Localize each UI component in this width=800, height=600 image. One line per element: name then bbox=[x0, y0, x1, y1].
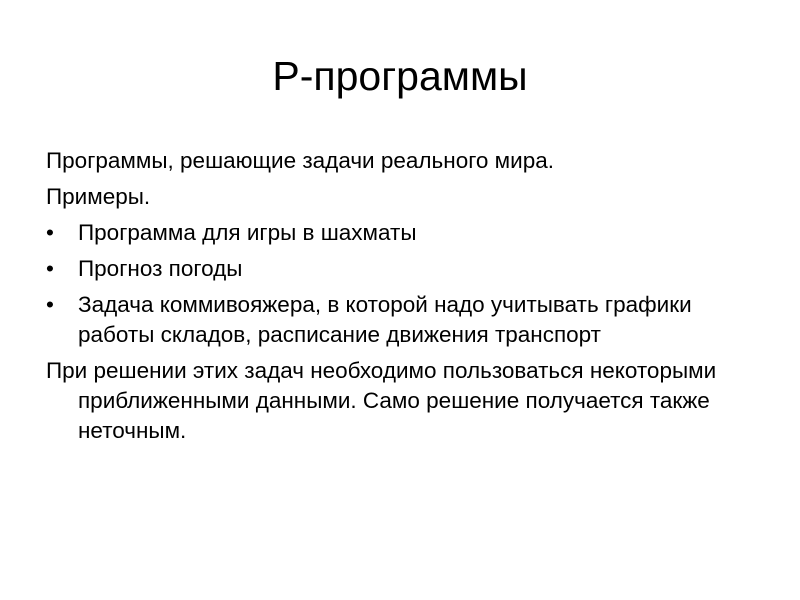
paragraph-examples: Примеры. bbox=[46, 184, 151, 209]
paragraph-intro: Программы, решающие задачи реального мира. bbox=[46, 148, 554, 173]
list-item-text: Задача коммивояжера, в которой надо учитывать графики работы складов, расписание движения транспорт bbox=[78, 292, 692, 347]
bullet-icon: • bbox=[46, 220, 54, 245]
list-item bbox=[46, 290, 766, 350]
bullet-icon: • bbox=[46, 292, 54, 317]
list-item-text: Программа для игры в шахматы bbox=[78, 220, 417, 245]
list-item-text: Прогноз погоды bbox=[78, 256, 243, 281]
bullet-icon: • bbox=[46, 256, 54, 281]
slide-body bbox=[46, 146, 766, 452]
list-item bbox=[46, 218, 766, 248]
paragraph-conclusion: При решении этих задач необходимо пользоваться некоторыми приближенными данными. Само решение получается также неточным. bbox=[46, 358, 717, 443]
list-item bbox=[46, 254, 766, 284]
slide-title: Р-программы bbox=[272, 53, 528, 99]
